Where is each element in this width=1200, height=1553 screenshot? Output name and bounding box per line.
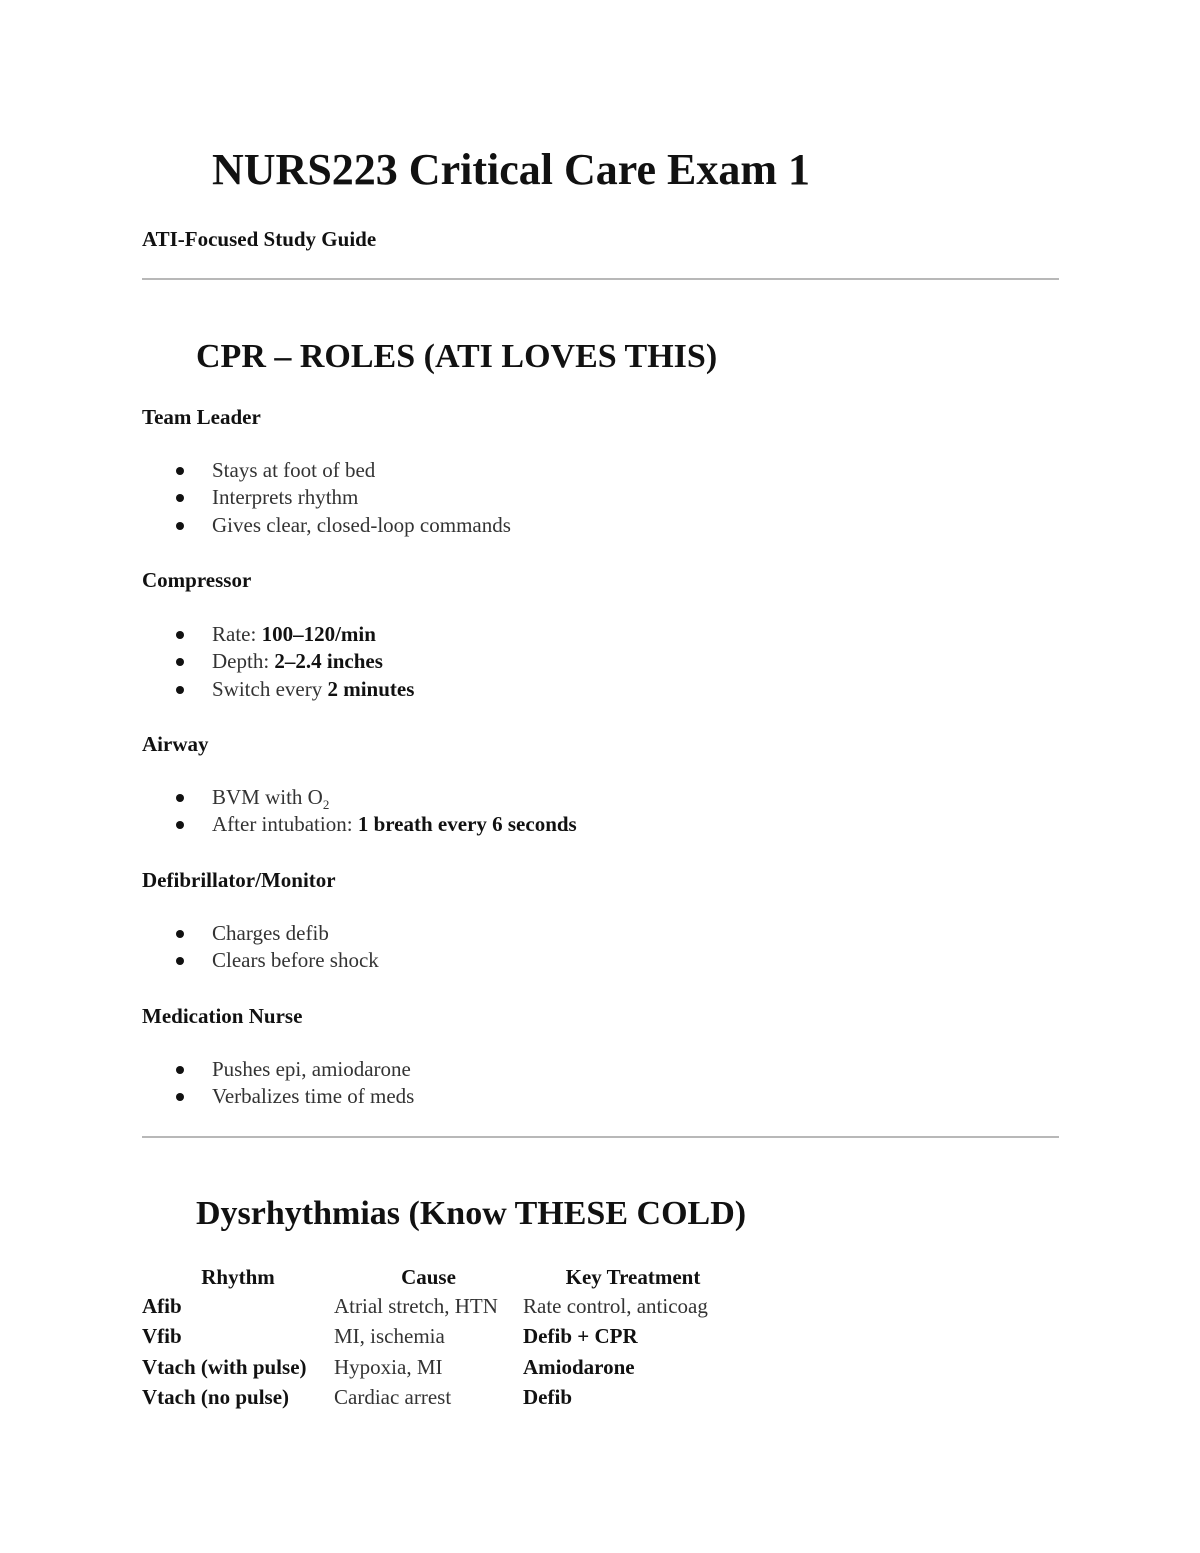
cell-rhythm: Vfib: [142, 1324, 182, 1349]
list-item: Gives clear, closed-loop commands: [142, 512, 511, 539]
bullet-list-medication-nurse: [142, 1056, 414, 1111]
bullet-icon: [176, 1093, 184, 1101]
list-item: Charges defib: [142, 920, 379, 947]
role-heading-team-leader: Team Leader: [142, 405, 261, 429]
bullet-list-team-leader: [142, 457, 511, 539]
bullet-icon: [176, 794, 184, 802]
column-header-rhythm: Rhythm: [201, 1265, 275, 1289]
bullet-list-airway: [142, 784, 577, 839]
cell-treatment: Rate control, anticoag: [523, 1294, 708, 1318]
cell-cause: Hypoxia, MI: [334, 1354, 443, 1379]
bullet-icon: [176, 686, 184, 694]
bullet-icon: [176, 494, 184, 502]
bullet-icon: [176, 522, 184, 530]
cell-cause: Atrial stretch, HTN: [334, 1294, 498, 1318]
list-item: Switch every 2 minutes: [142, 676, 414, 703]
list-item: Clears before shock: [142, 947, 379, 974]
section-title-dysrhythmias: Dysrhythmias (Know THESE COLD): [196, 1195, 747, 1232]
cell-rhythm: Vtach (with pulse): [142, 1354, 307, 1379]
role-heading-airway: Airway: [142, 732, 209, 756]
horizontal-rule: [142, 1136, 1059, 1138]
column-header-key-treatment: Key Treatment: [565, 1265, 701, 1289]
list-item: Verbalizes time of meds: [142, 1083, 414, 1110]
table-row: [142, 1291, 743, 1321]
list-item: BVM with $O_2$: [142, 784, 577, 811]
cell-cause: MI, ischemia: [334, 1324, 445, 1349]
table-row: [142, 1382, 743, 1412]
list-item: Depth: 2–2.4 inches: [142, 648, 414, 675]
table-row: [142, 1352, 743, 1382]
cell-rhythm: Vtach (no pulse): [142, 1384, 290, 1409]
cell-cause: Cardiac arrest: [334, 1384, 452, 1409]
bullet-icon: [176, 658, 184, 666]
column-header-cause: Cause: [401, 1265, 456, 1289]
section-title-cpr-roles: CPR – ROLES (ATI LOVES THIS): [196, 338, 718, 375]
bullet-icon: [176, 821, 184, 829]
bullet-icon: [176, 930, 184, 938]
list-item: Stays at foot of bed: [142, 457, 511, 484]
role-heading-medication-nurse: Medication Nurse: [142, 1004, 303, 1028]
cell-treatment: Amiodarone: [523, 1354, 635, 1379]
list-item: Interprets rhythm: [142, 484, 511, 511]
document-subtitle: ATI-Focused Study Guide: [142, 227, 377, 251]
bullet-icon: [176, 631, 184, 639]
table-header-row: [142, 1263, 743, 1291]
role-heading-defibrillator-monitor: Defibrillator/Monitor: [142, 868, 336, 892]
bullet-icon: [176, 467, 184, 475]
horizontal-rule: [142, 278, 1059, 280]
bullet-icon: [176, 1066, 184, 1074]
bullet-list-defibrillator-monitor: [142, 920, 379, 975]
dysrhythmia-table: [142, 1263, 743, 1412]
list-item: Rate: 100–120/min: [142, 621, 414, 648]
cell-treatment: Defib: [523, 1384, 572, 1409]
list-item: Pushes epi, amiodarone: [142, 1056, 414, 1083]
role-heading-compressor: Compressor: [142, 568, 252, 592]
cell-rhythm: Afib: [142, 1294, 182, 1318]
cell-treatment: Defib + CPR: [523, 1324, 638, 1349]
bullet-list-compressor: [142, 621, 414, 703]
list-item: After intubation: 1 breath every 6 seconds: [142, 811, 577, 838]
document-title: NURS223 Critical Care Exam 1: [212, 145, 810, 194]
bullet-icon: [176, 957, 184, 965]
table-row: [142, 1321, 743, 1351]
